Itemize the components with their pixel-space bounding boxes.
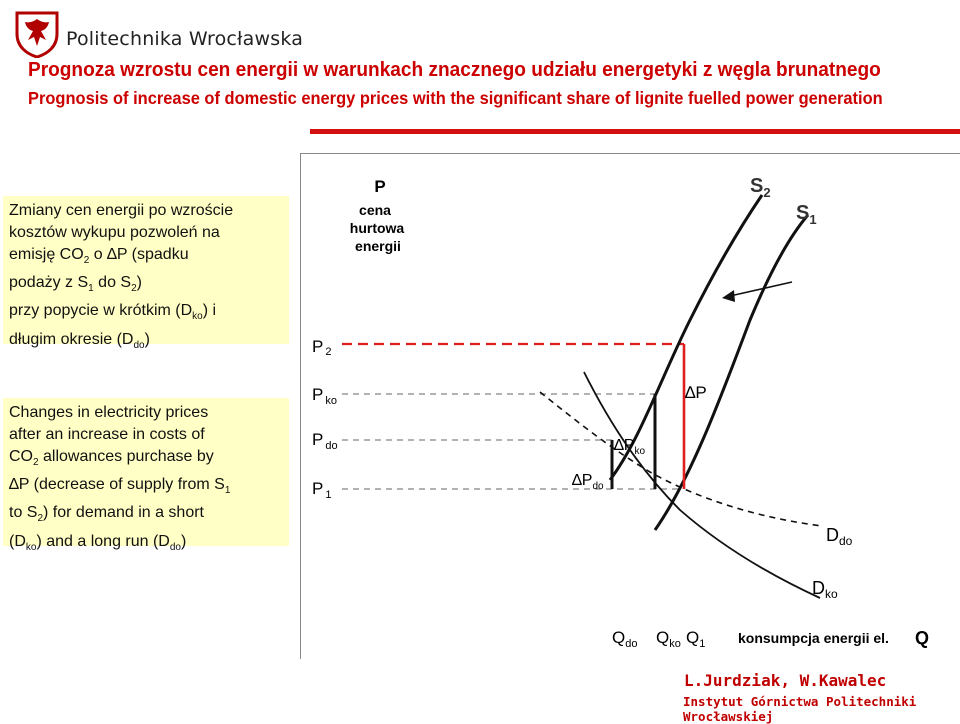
text-line: przy popycie w krótkim $(D_{ko})$ i [9, 302, 217, 323]
label-delta-p: ∆P [685, 383, 707, 402]
page-title: Prognoza wzrostu cen energii w warunkach znacznego udziału energetyki z węgla brunatnego [28, 58, 881, 81]
footer-author: L.Jurdziak, W.Kawalec [684, 671, 887, 690]
y-axis-desc: cena [359, 202, 391, 218]
text-line: ∆P (decrease of supply from $S_1$ [9, 476, 231, 497]
shift-arrowhead-icon [722, 290, 735, 302]
tick-label-pdo: P $_{do}$ [312, 430, 338, 452]
label-s2: $S_2$ [750, 175, 771, 200]
text-line: kosztów wykupu pozwoleń na [9, 224, 220, 241]
description-box-en [3, 398, 289, 553]
label-s1: $S_1$ [796, 202, 817, 227]
demand-curve-dko [584, 372, 820, 598]
x-axis-label: konsumpcja energii el. [738, 630, 889, 646]
logo-text: Politechnika Wrocławska [66, 28, 304, 50]
x-axis-letter: Q [915, 628, 930, 648]
text-line: Changes in electricity prices [9, 404, 209, 421]
title-rule [310, 129, 960, 134]
page-subtitle: Prognosis of increase of domestic energy prices with the significant share of lignite fuelled power generation [28, 88, 883, 108]
label-delta-pko: $\Delta P_{ko}$ [614, 437, 646, 457]
university-crest-icon [14, 10, 60, 58]
tick-label-q1: $Q_1$ [686, 628, 706, 650]
demand-curve-ddo [540, 392, 822, 526]
text-line: Zmiany cen energii po wzroście [9, 202, 234, 219]
label-delta-pdo: $\Delta P_{do}$ [572, 472, 604, 492]
text-line: $CO_2$ allowances purchase by [9, 448, 214, 469]
y-axis-letter: P [374, 177, 386, 196]
label-dko: $D_{ko}$ [812, 578, 838, 601]
footer-institute: Instytut Górnictwa Politechniki Wrocławskiej [683, 694, 917, 724]
text-line: to $S_2$) for demand in a short [9, 504, 204, 525]
text-line: after an increase in costs of [9, 426, 205, 443]
label-ddo: $D_{do}$ [826, 525, 853, 548]
y-axis-desc: hurtowa [349, 220, 405, 236]
text-line: podaży z $S_1$ do $S_2$) [9, 274, 142, 295]
text-line: $(D_{ko})$ and a long run $(D_{do})$ [9, 532, 187, 553]
y-axis-desc: energii [355, 238, 401, 254]
supply-curve-s1 [655, 215, 808, 530]
tick-label-pko: P $_{ko}$ [312, 385, 337, 407]
tick-label-p2: P 2 [312, 337, 332, 358]
tick-label-qko: $Q_{ko}$ [656, 628, 681, 650]
text-line: emisję $CO_2$ o ∆P (spadku [9, 246, 189, 267]
tick-label-p1: P $_1$ [312, 479, 332, 501]
tick-label-qdo: $Q_{do}$ [612, 628, 638, 650]
description-box-pl [3, 196, 289, 351]
text-line: długim okresie $(D_{do})$ [9, 330, 150, 351]
supply-demand-diagram [300, 153, 960, 663]
